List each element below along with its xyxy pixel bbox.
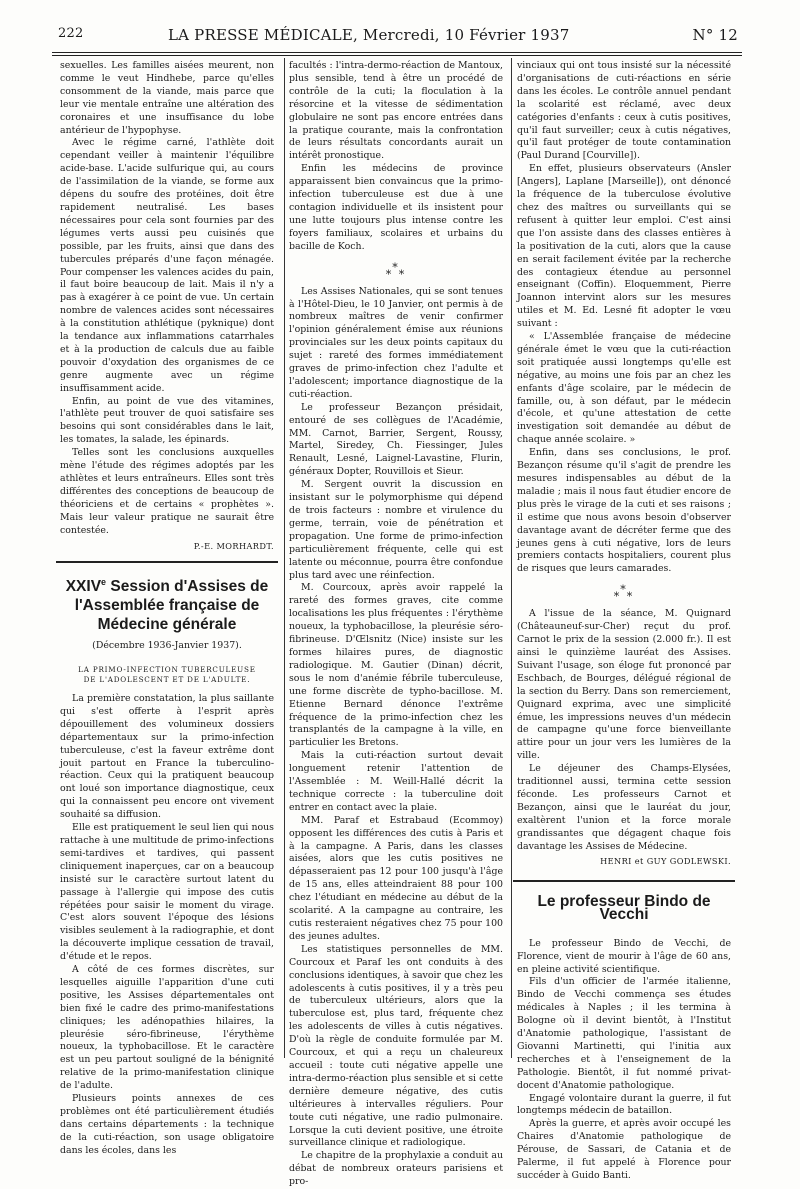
header-rule [52,52,742,53]
paragraph: Après la guerre, et après avoir occupé les Chaires d'Anatomie pathologique de Pérouse, de Sassari, de Catania et de Palerme, il fut appelé à Florence pour succéder à Guido Banti. [517,1118,731,1181]
paragraph: Avec le régime carné, l'athlète doit cependant veiller à maintenir l'équilibre acide-base. L'acide sulfurique qui, au cours de l'assimilation de la viande, se forme aux dépens du soufre des protéines, doit être rapidement neutralisé. Les bases nécessaires pour cela sont fournies par des légumes verts aussi peu cuisinés que possible, par les fruits, ainsi que dans des tubercules préparés d'une façon ménagée. Pour compenser les valences acides du pain, il faut boire beaucoup de lait. Mais il n'y a pas à exagérer à ce point de vue. Un certain nombre de valences acides sont nécessaires à la constitution athlétique (pyknique) dont la tendance aux inflammations catarrhales et à la production de calculs due au faible pouvoir d'oxydation des organismes de ce genre augmente avec un régime insuffisamment acide. [60,137,274,394]
section-stars: * * * [385,260,407,281]
issue-number: N° 12 [692,26,738,44]
article-separator [56,561,278,563]
paragraph: Les statistiques personnelles de MM. Courcoux et Paraf les ont conduits à des conclusions identiques, à savoir que chez les adolescents à cutis positives, il y a très peu de tuberculeux ultérieurs, alors que la tuberculose est, plus tard, fréquente chez les adolescents de villes à cutis négatives. D'où la règle de conduite formulée par M. Courcoux, et qui a reçu un chaleureux accueil : toute cuti négative appelle une intra-dermo-réaction plus sensible et si cette dernière demeure négative, des cutis ultérieures à intervalles réguliers. Pour toute cuti négative, une radio pulmonaire. Lorsque la cuti devient positive, une étroite surveillance clinique et radiologique. [289,943,503,1149]
paragraph: facultés : l'intra-dermo-réaction de Mantoux, plus sensible, tend à être un procédé de contrôle de la cuti; la floculation à la résorcine et la vitesse de sédimentation globulaire ne sont pas encore entrées dans la pratique courante, mais la confrontation de leurs résultats concordants aurait un intérêt pronostique. [289,60,503,162]
paragraph: Engagé volontaire durant la guerre, il fut longtemps médecin de bataillon. [517,1092,731,1117]
paragraph: Le déjeuner des Champs-Elysées, traditionnel aussi, termina cette session féconde. Les professeurs Carnot et Bezançon, ainsi que le lauréat du jour, exaltèrent l'union et la force morale grandissantes que dégagent chaque fois davantage les Assises de Médecine. [517,763,731,852]
paragraph: Plusieurs points annexes de ces problèmes ont été particulièrement étudiés dans certains départements : la technique de la cuti-réaction, son usage obligatoire dans les écoles, dans les [60,1093,274,1156]
paragraph: A l'issue de la séance, M. Quignard (Châteauneuf-sur-Cher) reçut du prof. Carnot le prix de la session (2.000 fr.). Il est ainsi le quinzième lauréat des Assises. Suivant l'usage, son éloge fut prononcé par Eschbach, de Bourges, délégué régional de la section du Berry. Dans son remerciement, Quignard exprima, avec une simplicité émue, les impressions neuves d'un médecin de campagne qu'une force bienveillante attire pour un jour vers les lumières de la ville. [517,608,731,762]
paragraph: Enfin, dans ses conclusions, le prof. Bezançon résume qu'il s'agit de prendre les mesures indispensables au début de la maladie ; mais il nous faut étudier encore de plus près le virage de la cuti et ses raisons ; il estime que nous avons besoin d'observer davantage avant de décréter ferme que des jeunes gens à cuti négative, lors de leurs premiers contacts hospitaliers, courent plus de risques que leurs camarades. [517,447,731,575]
paragraph: La première constatation, la plus saillante qui s'est offerte à l'esprit après dépouillement des volumineux dossiers départementaux sur la primo-infection tuberculeuse, c'est la faveur extrême dont jouit partout en France la tuberculino-réaction. Ceux qui la pratiquent beaucoup ont loué son importance diagnostique, ceux qui la connaissent peu encore ont vivement souhaité sa diffusion. [60,693,274,821]
column-1 [60,60,274,1158]
page-header [58,26,738,46]
paragraph: Le professeur Bindo de Vecchi, de Florence, vient de mourir à l'âge de 60 ans, en pleine activité scientifique. [517,937,731,975]
page-number: 222 [58,26,84,41]
article-separator [513,880,735,882]
paragraph: Elle est pratiquement le seul lien qui nous rattache à une multitude de primo-infections semi-tardives et tardives, qui passent cliniquement inaperçues, car on a beaucoup insisté sur le caractère surtout latent du passage à l'allergie qui impose des cutis répétées pour saisir le moment du virage. C'est alors souvent l'époque des lésions visibles seulement à la radiographie, et dont la découverte implique cessation de travail, d'étude et le repos. [60,822,274,963]
journal-title: LA PRESSE MÉDICALE, Mercredi, 10 Février 1937 [168,26,570,44]
paragraph: « L'Assemblée française de médecine générale émet le vœu que la cuti-réaction soit pratiquée aussi longtemps qu'elle est négative, au moins une fois par an chez les enfants d'âge scolaire, par le médecin de famille, ou, à son défaut, par le médecin d'école, et qu'une attestation de cette investigation soit demandée au début de chaque année scolaire. » [517,331,731,446]
section-heading: LA PRIMO-INFECTION TUBERCULEUSE DE L'ADOLESCENT ET DE L'ADULTE. [78,665,256,684]
article-title: XXIVe Session d'Assises de l'Assemblée française de Médecine générale [65,576,269,634]
paragraph: sexuelles. Les familles aisées meurent, non comme le veut Hindhebe, parce qu'elles consomment de la viande, mais parce que leur vie mentale entraîne une altération des coronaires et une insuffisance du lobe antérieur de l'hypophyse. [60,60,274,136]
paragraph: En effet, plusieurs observateurs (Ansler [Angers], Laplane [Marseille]), ont dénoncé la fréquence de la tuberculose évolutive chez des maîtres ou surveillants qui se refusent à quitter leur emploi. C'est ainsi que l'on assiste dans des classes entières à la positivation de la cuti, alors que la cause en serait facilement évitée par la recherche des contagieux étendue au personnel enseignant (Coffin). Eloquemment, Pierre Joannon intervint alors sur les mesures utiles et M. Ed. Lesné fit adopter le vœu suivant : [517,163,731,330]
header-rule-2 [52,55,742,56]
paragraph: Le professeur Bezançon présidait, entouré de ses collègues de l'Académie, MM. Carnot, Barrier, Sergent, Roussy, Martel, Siredey, Ch. Fiessinger, Jules Renault, Lesné, Laignel-Lavastine, Flurin, généraux Dopter, Rouvillois et Sieur. [289,401,503,478]
section-stars: * * * [613,583,635,604]
column-divider-1 [284,58,285,1058]
paragraph: A côté de ces formes discrètes, sur lesquelles aiguille l'apparition d'une cuti positive, les Assises départementales ont bien fixé le cadre des primo-manifestations cliniques; les adénopathies hilaires, la pleurésie séro-fibrineuse, l'érythème noueux, la typhobacillose. Et le caractère est un peu partout souligné de la bénignité relative de la primo-manifestation clinique de l'adulte. [60,964,274,1092]
paragraph: Enfin, au point de vue des vitamines, l'athlète peut trouver de quoi satisfaire ses besoins qui sont considérables dans le lait, les tomates, la salade, les épinards. [60,395,274,446]
column-3 [517,60,731,1183]
paragraph: vinciaux qui ont tous insisté sur la nécessité d'organisations de cuti-réactions en série dans les écoles. Le contrôle annuel pendant la scolarité est réclamé, avec deux catégories d'enfants : ceux à cutis positives, qu'il faut surveiller; ceux à cutis négatives, qu'il faut protéger de toute contamination (Paul Durand [Courville]). [517,60,731,162]
article-dates: (Décembre 1936-Janvier 1937). [92,640,242,652]
paragraph: Fils d'un officier de l'armée italienne, Bindo de Vecchi commença ses études médicales à Naples ; il les termina à Bologne où il devint bientôt, à l'Institut d'Anatomie pathologique, l'assistant de Giovanni Martinetti, qui l'initia aux recherches et à l'enseignement de la Pathologie. Bientôt, il fut nommé privat-docent d'Anatomie pathologique. [517,976,731,1091]
column-2 [289,60,503,1189]
paragraph: MM. Paraf et Estrabaud (Ecommoy) opposent les différences des cutis à Paris et à la campagne. A Paris, dans les classes aisées, alors que les cutis positives ne dépasseraient pas 12 pour 100 jusqu'à l'âge de 15 ans, elles atteindraient 88 pour 100 chez l'étudiant en médecine au début de la scolarité. A la campagne au contraire, les cutis resteraient négatives chez 75 pour 100 des jeunes adultes. [289,814,503,942]
paragraph: Mais la cuti-réaction surtout devait longuement retenir l'attention de l'Assemblée : M. Weill-Hallé décrit la technique correcte : la tuberculine doit entrer en contact avec la plaie. [289,750,503,813]
paragraph: M. Sergent ouvrit la discussion en insistant sur le polymorphisme qui dépend de trois facteurs : nombre et virulence du germe, terrain, voie de pénétration et propagation. Une forme de primo-infection particulièrement fréquente, celle qui est latente ou méconnue, pourra être confondue plus tard avec une réinfection. [289,479,503,581]
paragraph: Le chapitre de la prophylaxie a conduit au débat de nombreux orateurs parisiens et pro- [289,1150,503,1188]
paragraph: Les Assises Nationales, qui se sont tenues à l'Hôtel-Dieu, le 10 Janvier, ont permis à de nombreux maîtres de venir confirmer l'opinion généralement émise aux réunions provinciales sur les deux points capitaux du sujet : rareté des formes immédiatement graves de primo-infection chez l'adulte et l'adolescent; importance diagnostique de la cuti-réaction. [289,285,503,400]
column-divider-2 [511,58,512,1058]
author-signature: P.-E. MORHARDT. [193,540,274,551]
obituary-title: Le professeur Bindo de Vecchi [537,892,711,923]
paragraph: M. Courcoux, après avoir rappelé la rareté des formes graves, cite comme localisations les plus fréquentes : l'érythème noueux, la typhobacillose, la pleurésie séro-fibrineuse. D'Œlsnitz (Nice) insiste sur les formes hilaires pures, de diagnostic radiologique. M. Gautier (Dinan) décrit, sous le nom d'anémie fébrile tuberculeuse, une forme discrète de typho-bacillose. M. Etienne Bernard dénonce l'extrême fréquence de la primo-infection chez les transplantés de la campagne à la ville, en particulier les Bretons. [289,582,503,749]
author-signature: HENRI et GUY GODLEWSKI. [600,856,731,867]
paragraph: Telles sont les conclusions auxquelles mène l'étude des régimes adoptés par les athlètes et leurs entraîneurs. Elles sont très différentes des conceptions de beaucoup de théoriciens et de certains « prophètes ». Mais leur valeur pratique ne saurait être contestée. [60,447,274,536]
paragraph: Enfin les médecins de province apparaissent bien convaincus que la primo-infection tuberculeuse est due à une contagion individuelle et ils insistent pour une lutte toujours plus intense contre les foyers familiaux, scolaires et urbains du bacille de Koch. [289,163,503,252]
